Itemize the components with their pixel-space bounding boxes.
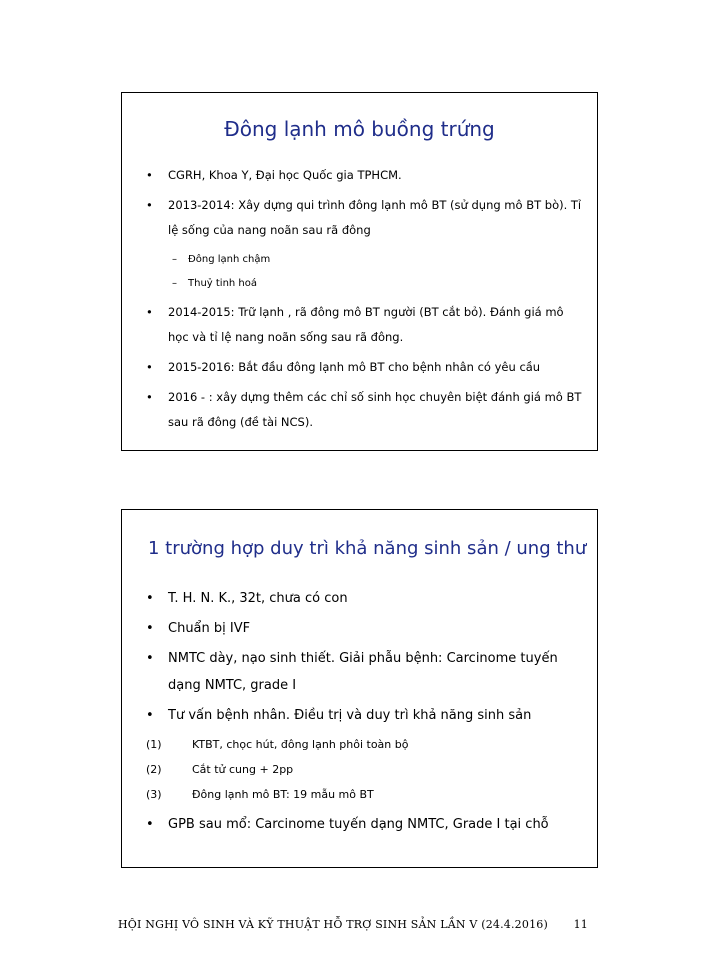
bullet-icon: • bbox=[146, 591, 154, 606]
footer-text: HỘI NGHỊ VÔ SINH VÀ KỸ THUẬT HỖ TRỢ SINH SẢN LẦN V (24.4.2016) bbox=[118, 918, 548, 931]
bullet-icon: • bbox=[146, 390, 153, 404]
bullet-icon: • bbox=[146, 651, 154, 666]
bullet-icon: • bbox=[146, 305, 153, 319]
list-item: • CGRH, Khoa Y, Đại học Quốc gia TPHCM. bbox=[144, 163, 583, 188]
bullet-icon: • bbox=[146, 708, 154, 723]
slide-title: Đông lạnh mô buồng trứng bbox=[224, 117, 495, 141]
list-item: • T. H. N. K., 32t, chưa có con bbox=[144, 585, 583, 612]
bullet-icon: • bbox=[146, 817, 154, 832]
numbered-item: (1) KTBT, chọc hút, đông lạnh phôi toàn bộ bbox=[146, 738, 409, 751]
bullet-icon: • bbox=[146, 198, 153, 212]
page-number: 11 bbox=[573, 918, 588, 931]
dash-icon: – bbox=[172, 254, 177, 265]
list-item: • 2016 - : xây dựng thêm các chỉ số sinh học chuyên biệt đánh giá mô BT sau rã đông (đề tài NCS). bbox=[144, 385, 583, 435]
list-item: • GPB sau mổ: Carcinome tuyến dạng NMTC, Grade I tại chỗ bbox=[144, 811, 583, 838]
bullet-icon: • bbox=[146, 360, 153, 374]
sub-list-item: – Đông lạnh chậm bbox=[144, 248, 583, 272]
sub-list-item: – Thuỷ tinh hoá bbox=[144, 272, 583, 296]
slide-title: 1 trường hợp duy trì khả năng sinh sản / ung thư bbox=[148, 538, 587, 559]
list-item: • 2015-2016: Bắt đầu đông lạnh mô BT cho bệnh nhân có yêu cầu bbox=[144, 355, 583, 380]
numbered-item: (2) Cắt tử cung + 2pp bbox=[146, 763, 294, 776]
list-item: • Tư vấn bệnh nhân. Điều trị và duy trì khả năng sinh sản bbox=[144, 702, 583, 729]
list-item: • NMTC dày, nạo sinh thiết. Giải phẫu bệnh: Carcinome tuyến dạng NMTC, grade I bbox=[144, 645, 583, 699]
bullet-icon: • bbox=[146, 621, 154, 636]
list-item: • 2013-2014: Xây dựng qui trình đông lạnh mô BT (sử dụng mô BT bò). Tỉ lệ sống của nang noãn sau rã đông bbox=[144, 193, 583, 243]
bullet-icon: • bbox=[146, 168, 153, 182]
bullet-list bbox=[144, 163, 583, 440]
bullet-list bbox=[144, 585, 583, 841]
dash-icon: – bbox=[172, 278, 177, 289]
slide-fertility-preservation-case bbox=[121, 509, 598, 868]
numbered-item: (3) Đông lạnh mô BT: 19 mẫu mô BT bbox=[146, 788, 374, 801]
list-item: • Chuẩn bị IVF bbox=[144, 615, 583, 642]
slide-ovarian-tissue-freezing bbox=[121, 92, 598, 451]
page-footer bbox=[118, 918, 588, 931]
list-item: • 2014-2015: Trữ lạnh , rã đông mô BT người (BT cắt bỏ). Đánh giá mô học và tỉ lệ nang noãn sống sau rã đông. bbox=[144, 300, 583, 350]
